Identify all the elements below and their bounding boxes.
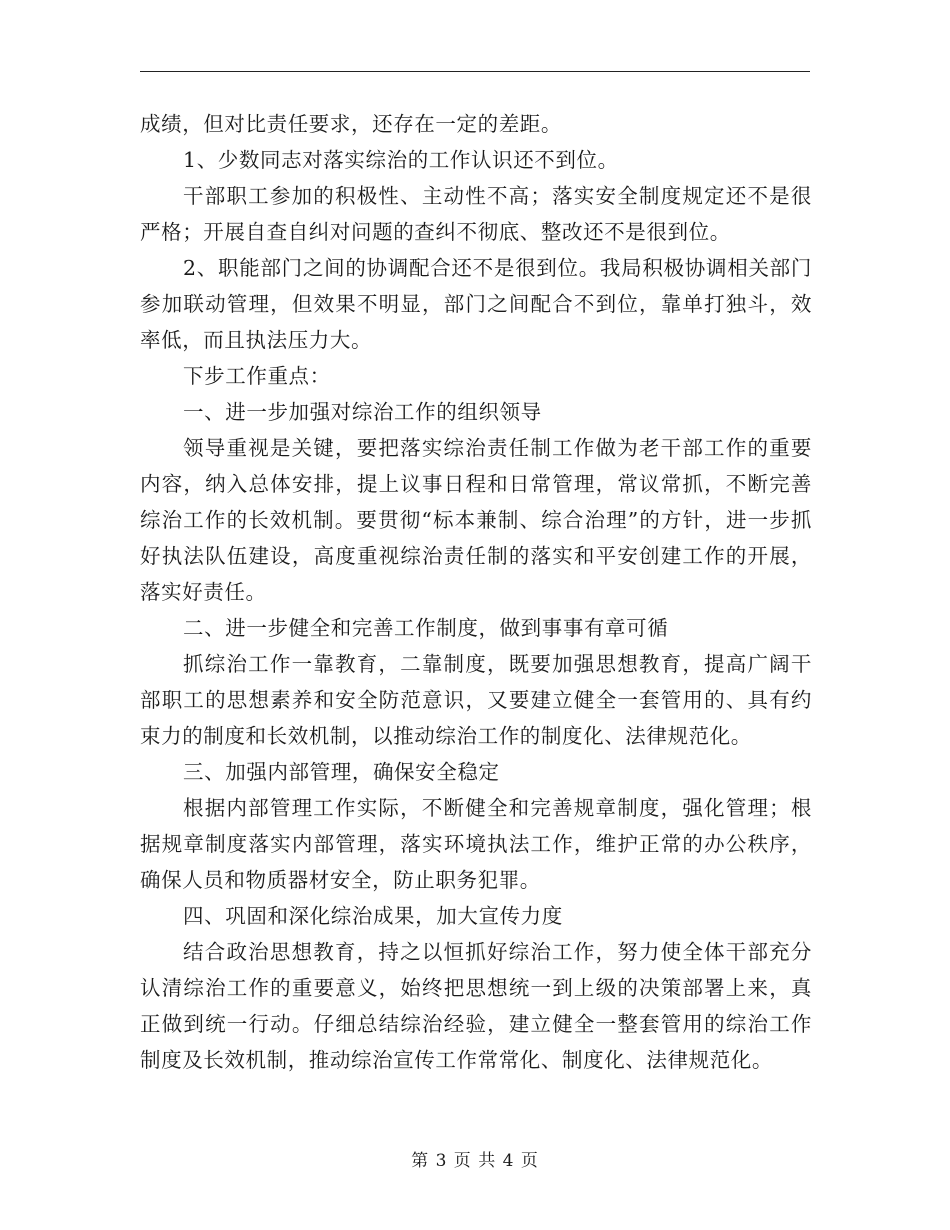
- paragraph: 结合政治思想教育，持之以恒抓好综治工作，努力使全体干部充分认清综治工作的重要意义，始终把思想统一到上级的决策部署上来，真正做到统一行动。仔细总结综治经验，建立健全一整套管用的综治工作制度及长效机制，推动综治宣传工作常常化、制度化、法律规范化。: [140, 940, 812, 1072]
- section-heading: 一、进一步加强对综治工作的组织领导: [183, 400, 542, 424]
- paragraph: 根据内部管理工作实际，不断健全和完善规章制度，强化管理；根据规章制度落实内部管理，落实环境执法工作，维护正常的办公秩序，确保人员和物质器材安全，防止职务犯罪。: [140, 796, 812, 892]
- section-heading: 下步工作重点：: [183, 364, 331, 388]
- header-rule: [140, 71, 810, 72]
- section-heading: 二、进一步健全和完善工作制度，做到事事有章可循: [183, 616, 669, 640]
- page-number-footer: 第 3 页 共 4 页: [411, 1151, 539, 1171]
- section-heading: 四、巩固和深化综治成果，加大宣传力度: [183, 904, 563, 928]
- paragraph: 干部职工参加的积极性、主动性不高；落实安全制度规定还不是很严格；开展自查自纠对问题的查纠不彻底、整改还不是很到位。: [140, 184, 812, 244]
- paragraph: 成绩，但对比责任要求，还存在一定的差距。: [140, 112, 562, 136]
- paragraph: 1、少数同志对落实综治的工作认识还不到位。: [183, 148, 619, 172]
- document-body: [140, 106, 812, 1078]
- section-heading: 三、加强内部管理，确保安全稳定: [183, 760, 500, 784]
- paragraph: 领导重视是关键，要把落实综治责任制工作做为老干部工作的重要内容，纳入总体安排，提上议事日程和日常管理，常议常抓，不断完善综治工作的长效机制。要贯彻“标本兼制、综合治理”的方针，进一步抓好执法队伍建设，高度重视综治责任制的落实和平安创建工作的开展，落实好责任。: [140, 436, 812, 604]
- paragraph: 2、职能部门之间的协调配合还不是很到位。我局积极协调相关部门参加联动管理，但效果不明显，部门之间配合不到位，靠单打独斗，效率低，而且执法压力大。: [140, 256, 812, 352]
- paragraph: 抓综治工作一靠教育，二靠制度，既要加强思想教育，提高广阔干部职工的思想素养和安全防范意识，又要建立健全一套管用的、具有约束力的制度和长效机制，以推动综治工作的制度化、法律规范化。: [140, 652, 812, 748]
